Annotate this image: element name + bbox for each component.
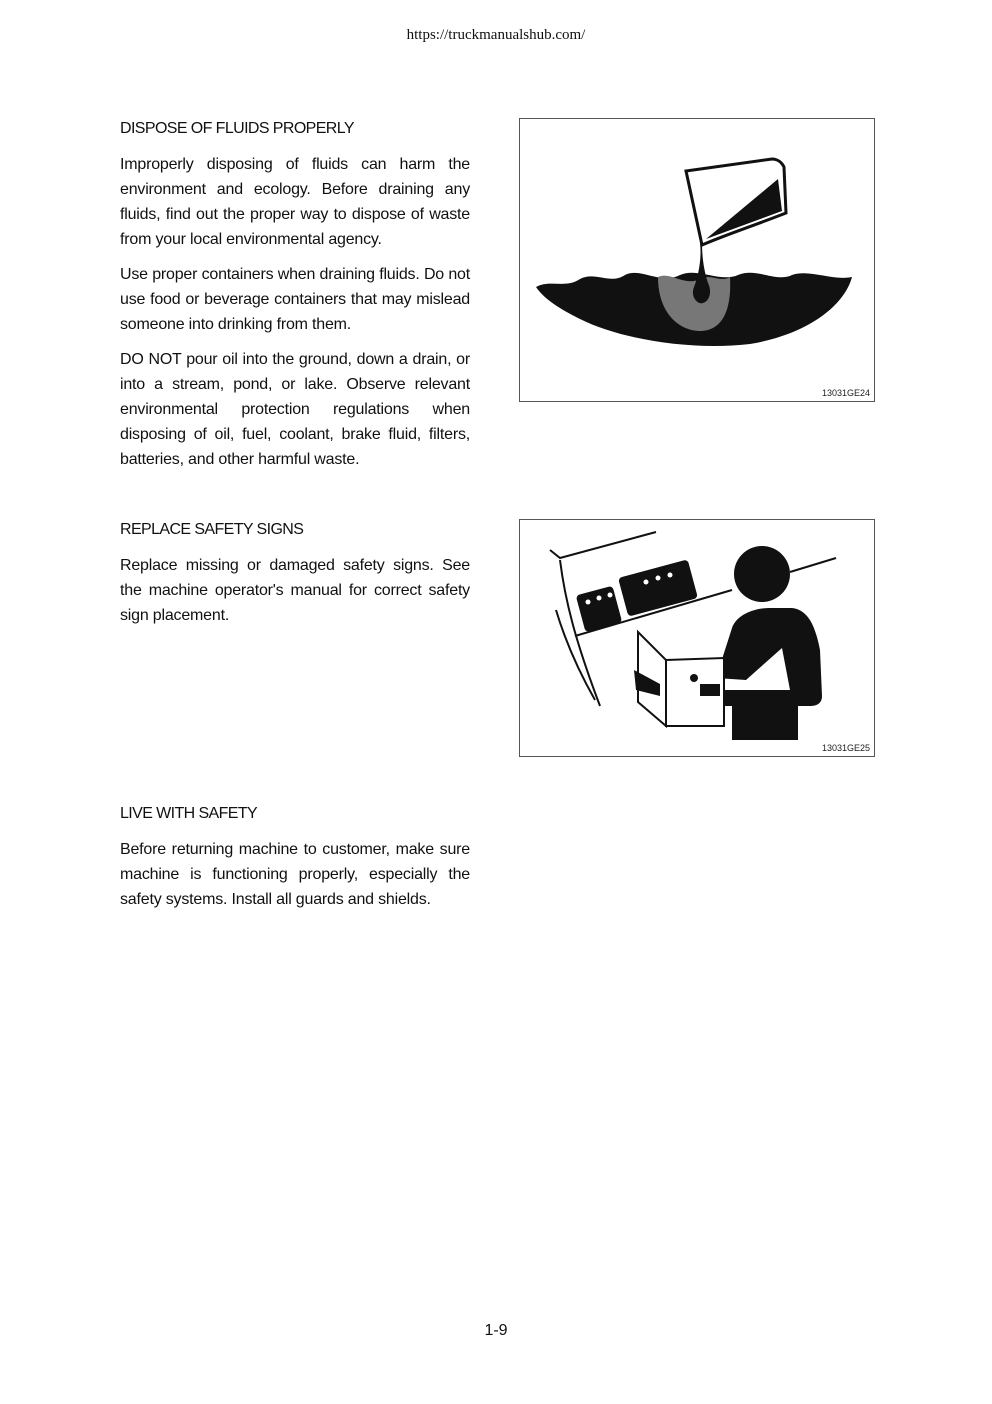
figure-code: 13031GE25 [821,743,870,753]
section-title: DISPOSE OF FLUIDS PROPERLY [120,120,354,137]
paragraph: DO NOT pour oil into the ground, down a drain, or into a stream, pond, or lake. Observe relevant environmental protection regulations when disposing of oil, fuel, coolant, brake fluid, filters, batteries, and other harmful waste. [120,351,470,468]
figure-safety-signs [519,519,875,757]
section-replace-signs [120,521,470,638]
paragraph: Replace missing or damaged safety signs. See the machine operator's manual for correct safety sign placement. [120,557,470,624]
page-number: 1-9 [484,1322,508,1339]
section-live-safety [120,805,470,922]
section-dispose-fluids [120,120,470,482]
paragraph: Use proper containers when draining fluids. Do not use food or beverage containers that may mislead someone into drinking from them. [120,266,470,333]
header-url: https://truckmanualshub.com/ [406,27,586,43]
section-title: REPLACE SAFETY SIGNS [120,521,304,538]
paragraph: Improperly disposing of fluids can harm the environment and ecology. Before draining any fluids, find out the proper way to dispose of waste from your local environmental agency. [120,156,470,248]
figure-pouring-fluid [519,118,875,402]
paragraph: Before returning machine to customer, make sure machine is functioning properly, especially the safety systems. Install all guards and shields. [120,841,470,908]
safety-signs-illustration [520,520,874,756]
section-title: LIVE WITH SAFETY [120,805,258,822]
pouring-fluid-illustration [520,119,874,401]
figure-code: 13031GE24 [821,388,870,398]
